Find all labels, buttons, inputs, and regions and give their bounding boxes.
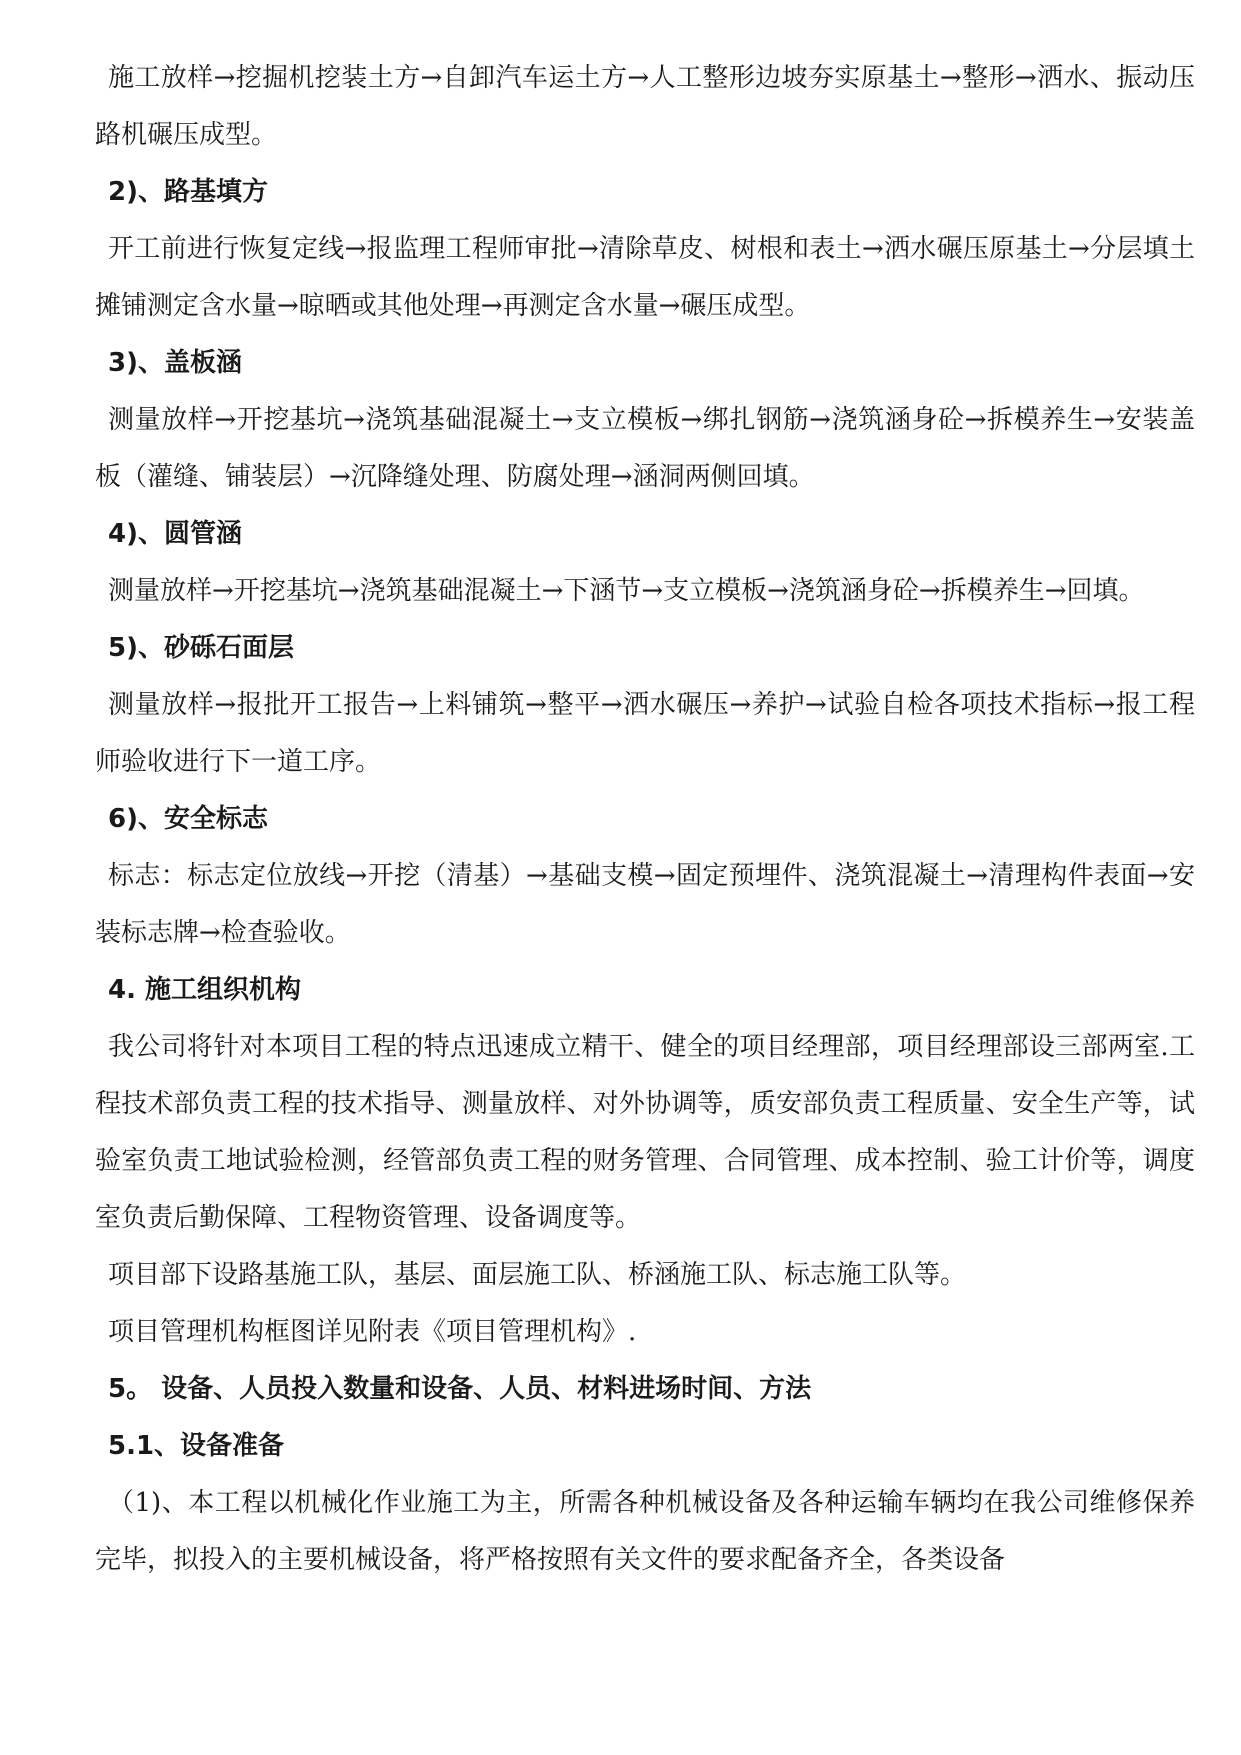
heading-roadbed-fill: 2)、路基填方 — [108, 177, 268, 207]
heading-construction-organization: 4. 施工组织机构 — [108, 975, 302, 1005]
paragraph-roadbed-fill-process: 开工前进行恢复定线→报监理工程师审批→清除草皮、树根和表土→洒水碾压原基土→分层填土摊铺测定含水量→晾晒或其他处理→再测定含水量→碾压成型。 — [95, 234, 1195, 321]
paragraph-pipe-culvert-process: 测量放样→开挖基坑→浇筑基础混凝土→下涵节→支立模板→浇筑涵身砼→拆模养生→回填。 — [108, 576, 1145, 606]
paragraph-slab-culvert-process: 测量放样→开挖基坑→浇筑基础混凝土→支立模板→绑扎钢筋→浇筑涵身砼→拆模养生→安装盖板（灌缝、铺装层）→沉降缝处理、防腐处理→涵洞两侧回填。 — [95, 405, 1195, 492]
document-page — [95, 50, 1195, 1589]
heading-equipment-personnel: 5。 设备、人员投入数量和设备、人员、材料进场时间、方法 — [108, 1374, 812, 1404]
heading-slab-culvert: 3)、盖板涵 — [108, 348, 242, 378]
paragraph-management-chart-reference: 项目管理机构框图详见附表《项目管理机构》. — [108, 1317, 637, 1347]
heading-equipment-preparation: 5.1、设备准备 — [108, 1431, 285, 1461]
heading-gravel-surface: 5)、砂砾石面层 — [108, 633, 294, 663]
paragraph-equipment-preparation: （1)、本工程以机械化作业施工为主，所需各种机械设备及各种运输车辆均在我公司维修保养完毕，拟投入的主要机械设备，将严格按照有关文件的要求配备齐全，各类设备 — [95, 1488, 1195, 1575]
paragraph-safety-signs-process: 标志：标志定位放线→开挖（清基）→基础支模→固定预埋件、浇筑混凝土→清理构件表面→安装标志牌→检查验收。 — [95, 861, 1195, 948]
paragraph-project-department: 我公司将针对本项目工程的特点迅速成立精干、健全的项目经理部，项目经理部设三部两室.工程技术部负责工程的技术指导、测量放样、对外协调等，质安部负责工程质量、安全生产等，试验室负责工地试验检测，经管部负责工程的财务管理、合同管理、成本控制、验工计价等，调度室负责后勤保障、工程物资管理、设备调度等。 — [95, 1032, 1195, 1233]
paragraph-construction-teams: 项目部下设路基施工队，基层、面层施工队、桥涵施工队、标志施工队等。 — [108, 1260, 967, 1290]
heading-pipe-culvert: 4)、圆管涵 — [108, 519, 242, 549]
paragraph-roadbed-excavation-process: 施工放样→挖掘机挖装土方→自卸汽车运土方→人工整形边坡夯实原基土→整形→洒水、振动压路机碾压成型。 — [95, 63, 1195, 150]
heading-safety-signs: 6)、安全标志 — [108, 804, 268, 834]
paragraph-gravel-surface-process: 测量放样→报批开工报告→上料铺筑→整平→洒水碾压→养护→试验自检各项技术指标→报工程师验收进行下一道工序。 — [95, 690, 1195, 777]
